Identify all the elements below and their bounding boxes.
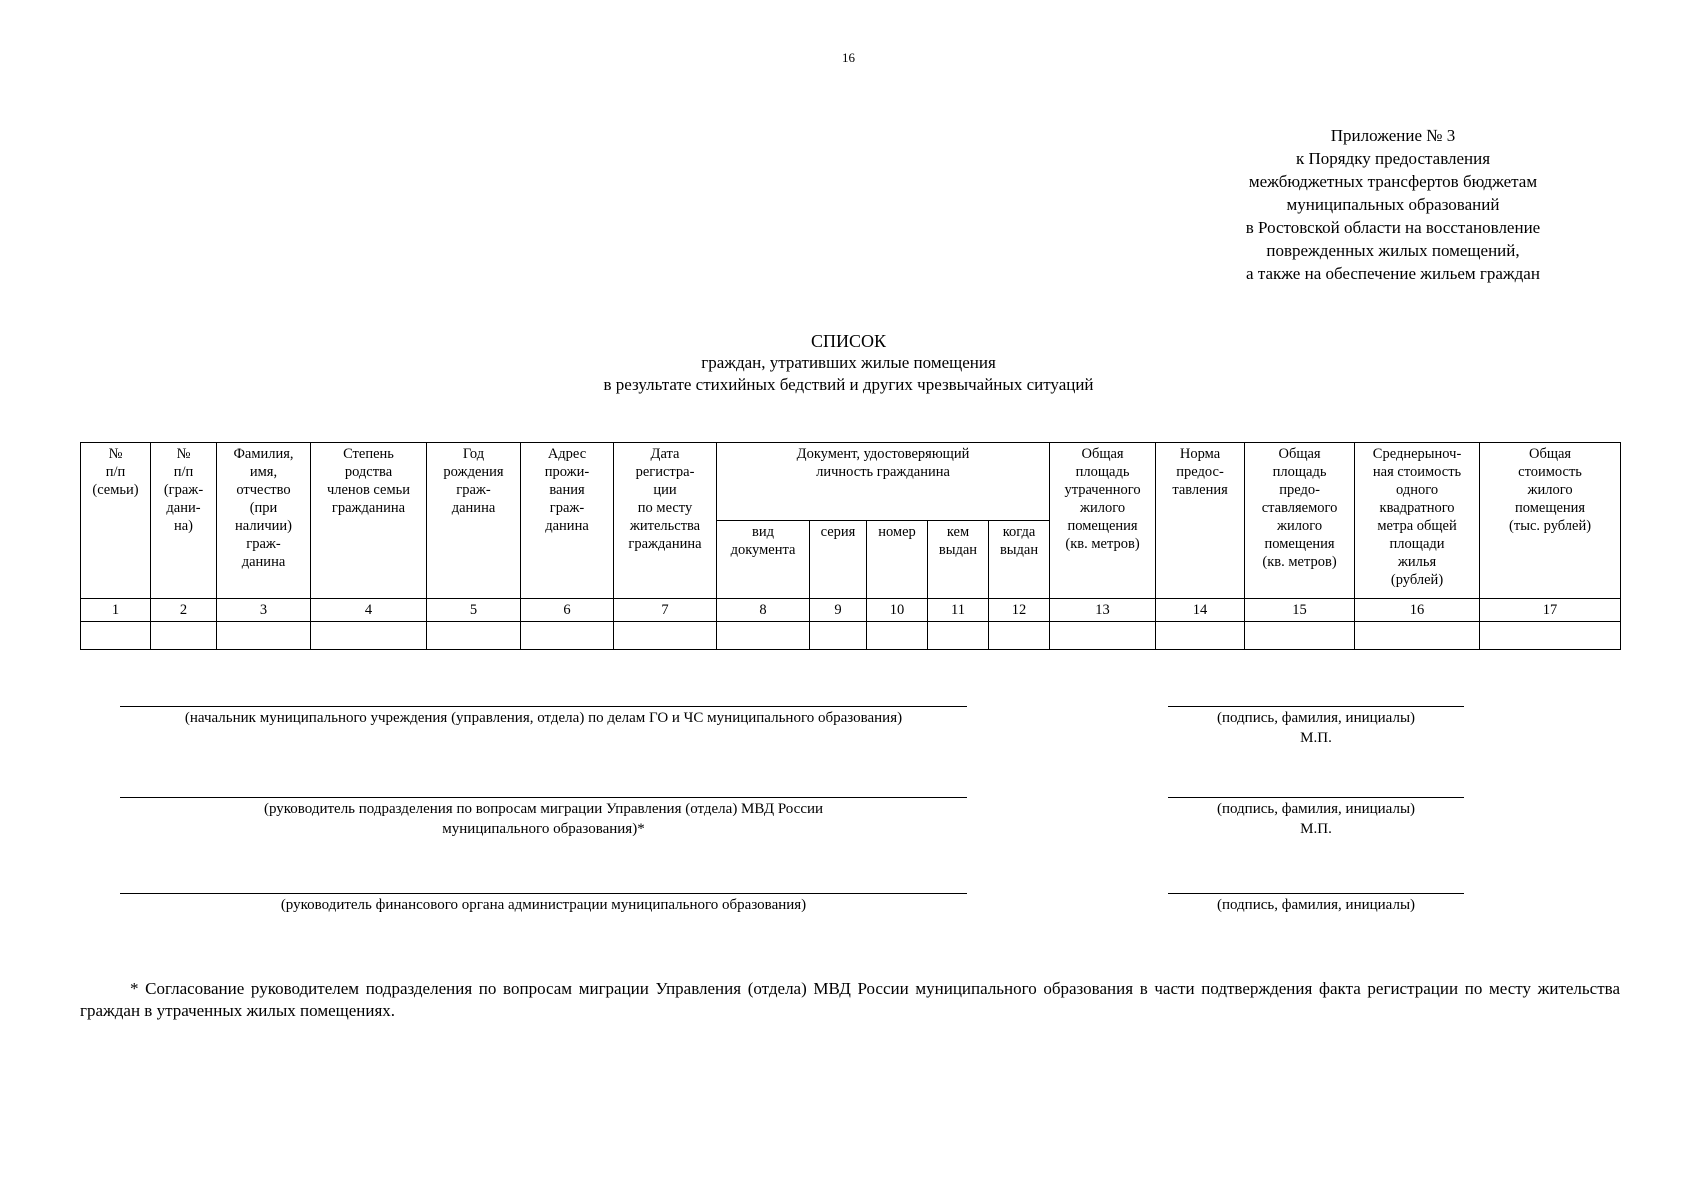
column-number: 2: [151, 599, 217, 622]
column-number: 12: [989, 599, 1050, 622]
column-number: 15: [1245, 599, 1355, 622]
table-cell: [867, 622, 928, 650]
table-cell: [1480, 622, 1621, 650]
column-number: 4: [311, 599, 427, 622]
title-line-3: в результате стихийных бедствий и других чрезвычайных ситуаций: [603, 375, 1094, 394]
column-number: 1: [81, 599, 151, 622]
table-cell: [614, 622, 717, 650]
appendix-line: межбюджетных трансфертов бюджетам: [1248, 172, 1538, 191]
table-cell: [151, 622, 217, 650]
column-number: 5: [427, 599, 521, 622]
column-number: 13: [1050, 599, 1156, 622]
header-address: Адрес прожи- вания граж- данина: [521, 443, 614, 599]
table-cell: [427, 622, 521, 650]
signature-line-migration-head: [120, 797, 967, 798]
table-cell: [81, 622, 151, 650]
column-number: 8: [717, 599, 810, 622]
stamp-place-2: М.П.: [1300, 821, 1332, 837]
column-number: 14: [1156, 599, 1245, 622]
appendix-line: к Порядку предоставления: [1295, 149, 1491, 168]
header-kinship: Степень родства членов семьи гражданина: [311, 443, 427, 599]
table-cell: [1156, 622, 1245, 650]
signature-line-gochs-head: [120, 706, 967, 707]
signature-line-finance-sign: [1168, 893, 1464, 894]
header-doc-issuer: кем выдан: [928, 521, 989, 599]
table-cell: [1355, 622, 1480, 650]
signature-line-migration-sign: [1168, 797, 1464, 798]
header-avg-price: Среднерыноч- ная стоимость одного квадратного метра общей площади жилья (рублей): [1355, 443, 1480, 599]
column-number: 9: [810, 599, 867, 622]
column-number: 10: [867, 599, 928, 622]
table-cell: [989, 622, 1050, 650]
table-cell: [810, 622, 867, 650]
caption-finance-head: (руководитель финансового органа администрации муниципального образования): [280, 897, 807, 913]
appendix-line: а также на обеспечение жильем граждан: [1246, 264, 1540, 283]
column-number: 6: [521, 599, 614, 622]
header-total-cost: Общая стоимость жилого помещения (тыс. рублей): [1480, 443, 1621, 599]
caption-gochs-sign: (подпись, фамилия, инициалы): [1216, 710, 1416, 726]
caption-migration-head: (руководитель подразделения по вопросам миграции Управления (отдела) МВД России: [263, 801, 824, 817]
header-norm: Норма предос- тавления: [1156, 443, 1245, 599]
header-identity-document: Документ, удостоверяющий личность гражданина: [717, 443, 1050, 521]
header-full-name: Фамилия, имя, отчество (при наличии) граж- данина: [217, 443, 311, 599]
appendix-line: Приложение № 3: [1330, 126, 1456, 145]
column-number: 16: [1355, 599, 1480, 622]
empty-data-row: [81, 622, 1621, 650]
table-cell: [521, 622, 614, 650]
appendix-line: в Ростовской области на восстановление: [1245, 218, 1541, 237]
header-registration-date: Дата регистра- ции по месту жительства гражданина: [614, 443, 717, 599]
table-cell: [311, 622, 427, 650]
header-doc-series: серия: [810, 521, 867, 599]
header-citizen-number: № п/п (граж- дани- на): [151, 443, 217, 599]
header-family-number: № п/п (семьи): [81, 443, 151, 599]
caption-migration-sign: (подпись, фамилия, инициалы): [1216, 801, 1416, 817]
header-doc-type: вид документа: [717, 521, 810, 599]
footnote: * Согласование руководителем подразделения по вопросам миграции Управления (отдела) МВД России муниципального образования в части подтверждения факта регистрации по месту жительства граждан в утраченных жилых помещениях.: [80, 979, 1620, 1020]
document-title: [0, 330, 1697, 396]
table-cell: [717, 622, 810, 650]
appendix-header: [1173, 124, 1613, 285]
title-line-2: граждан, утративших жилые помещения: [701, 353, 996, 372]
citizens-table: [80, 442, 1621, 650]
table-cell: [928, 622, 989, 650]
table-cell: [1050, 622, 1156, 650]
column-numbers-row: [81, 599, 1621, 622]
column-number: 7: [614, 599, 717, 622]
header-doc-issue-date: когда выдан: [989, 521, 1050, 599]
page-number: 16: [842, 50, 855, 65]
table-cell: [1245, 622, 1355, 650]
header-provided-area: Общая площадь предо- ставляемого жилого помещения (кв. метров): [1245, 443, 1355, 599]
header-lost-area: Общая площадь утраченного жилого помещения (кв. метров): [1050, 443, 1156, 599]
column-number: 17: [1480, 599, 1621, 622]
header-doc-number: номер: [867, 521, 928, 599]
caption-gochs-head: (начальник муниципального учреждения (управления, отдела) по делам ГО и ЧС муниципального образования): [184, 710, 903, 726]
column-number: 3: [217, 599, 311, 622]
signature-line-gochs-sign: [1168, 706, 1464, 707]
header-birth-year: Год рождения граж- данина: [427, 443, 521, 599]
table-cell: [217, 622, 311, 650]
caption-migration-head-2: муниципального образования)*: [442, 821, 645, 837]
appendix-line: поврежденных жилых помещений,: [1266, 241, 1520, 260]
column-number: 11: [928, 599, 989, 622]
stamp-place-1: М.П.: [1300, 730, 1332, 746]
title-main: СПИСОК: [810, 331, 886, 351]
signature-line-finance-head: [120, 893, 967, 894]
caption-finance-sign: (подпись, фамилия, инициалы): [1216, 897, 1416, 913]
appendix-line: муниципальных образований: [1286, 195, 1500, 214]
